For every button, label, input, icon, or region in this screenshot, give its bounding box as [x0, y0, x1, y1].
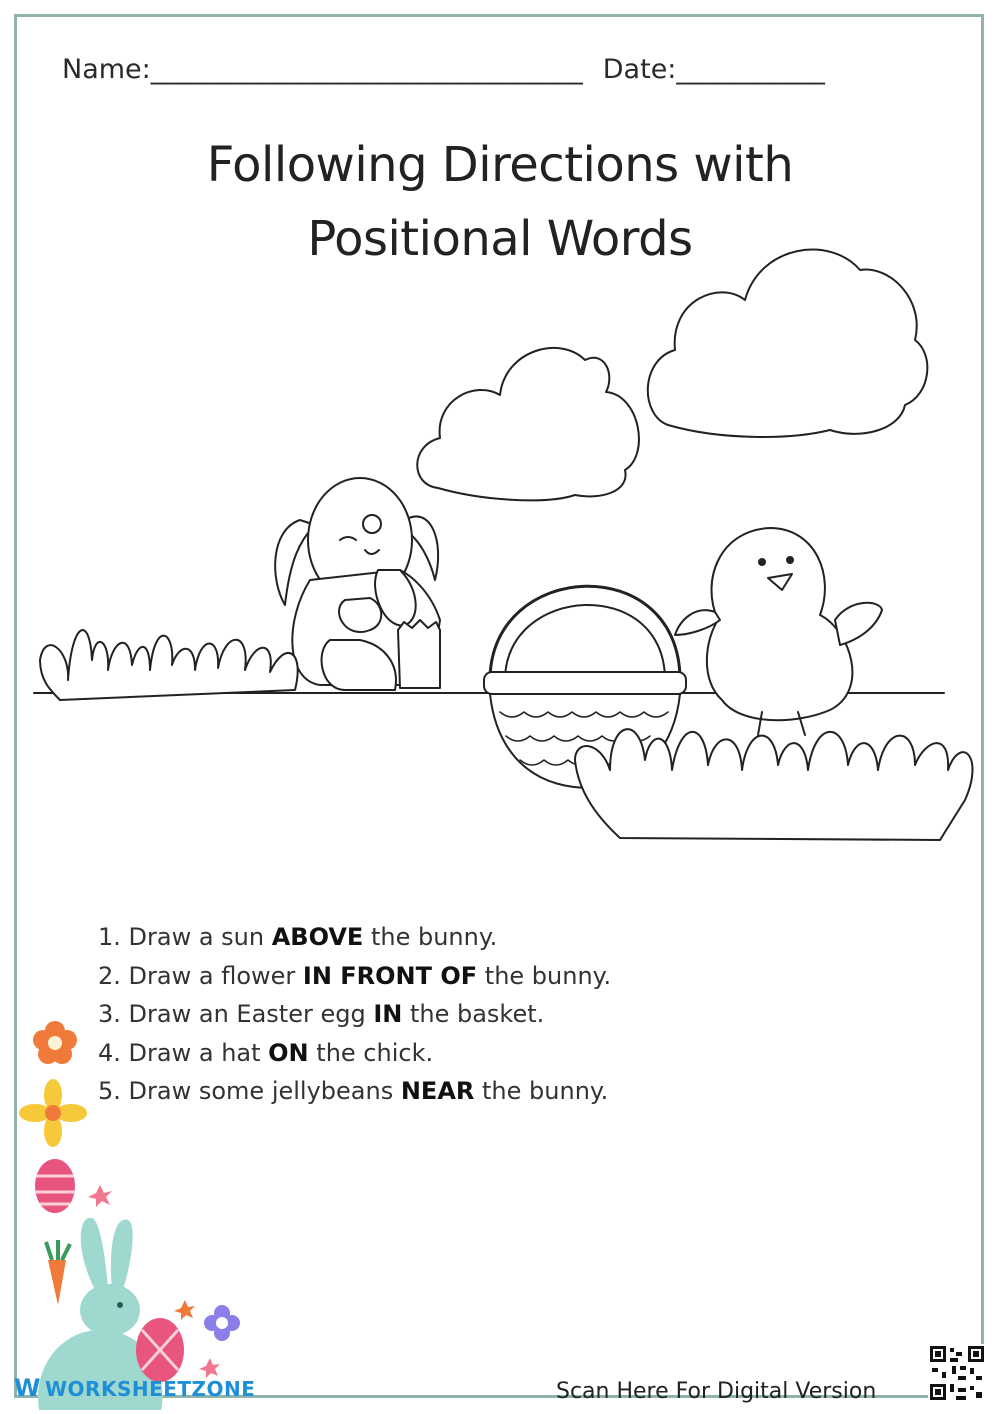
qr-code[interactable] [928, 1344, 986, 1402]
cloud-icon [417, 348, 639, 500]
easter-egg-icon [136, 1318, 184, 1382]
title-line-2: Positional Words [307, 211, 693, 267]
sparkle-icon [174, 1300, 195, 1320]
flower-icon [19, 1079, 87, 1147]
direction-item: 5. Draw some jellybeans NEAR the bunny. [98, 1077, 609, 1106]
direction-item: 2. Draw a flower IN FRONT OF the bunny. [98, 961, 612, 990]
carrot-icon [46, 1240, 70, 1305]
direction-item: 4. Draw a hat ON the chick. [98, 1038, 434, 1067]
easter-decoration [0, 1010, 280, 1410]
grass-icon [40, 630, 298, 700]
flower-icon [33, 1021, 77, 1064]
flower-icon [204, 1305, 240, 1341]
sparkle-icon [88, 1185, 112, 1207]
header [62, 54, 825, 85]
date-field[interactable]: Date:___________ [602, 54, 825, 85]
name-field[interactable]: Name:________________________________ [62, 54, 583, 85]
cloud-icon [648, 250, 928, 437]
logo-text: WORKSHEETZONE [44, 1377, 256, 1401]
logo-mark: W [14, 1374, 41, 1402]
direction-item: 3. Draw an Easter egg IN the basket. [98, 1000, 545, 1029]
direction-item: 1. Draw a sun ABOVE the bunny. [98, 923, 498, 951]
bunny-icon [275, 478, 440, 690]
scene-illustration [0, 230, 1000, 850]
scan-caption: Scan Here For Digital Version [556, 1379, 877, 1404]
title-line-1: Following Directions with [206, 137, 794, 193]
worksheetzone-logo[interactable] [14, 1374, 255, 1402]
chick-icon [675, 528, 882, 735]
easter-egg-icon [35, 1159, 75, 1213]
grass-icon [575, 729, 973, 840]
